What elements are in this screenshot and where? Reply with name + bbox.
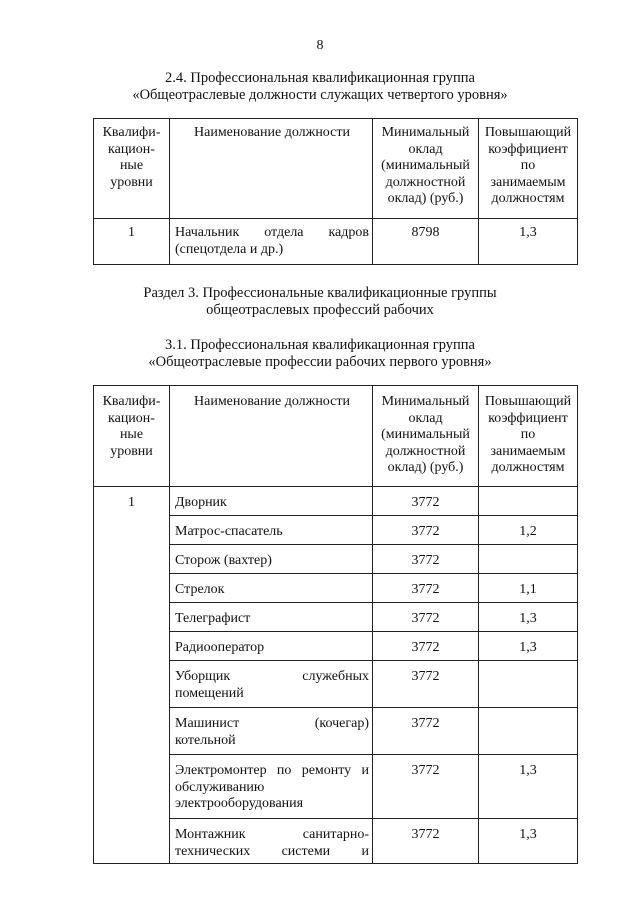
header-coef: Повышающий коэффициент по занимаемым должностям — [479, 119, 578, 219]
level-cell: 1 — [94, 219, 170, 265]
header-position: Наименование должности — [170, 386, 373, 487]
position-cell: Стрелок — [170, 574, 373, 603]
title-line: «Общеотраслевые должности служащих четвертого уровня» — [132, 87, 508, 103]
position-cell: Уборщик служебных помещений — [170, 661, 373, 708]
table-row — [94, 487, 578, 516]
header-level: Квалифи- кацион- ные уровни — [94, 119, 170, 219]
coef-cell: 1,3 — [479, 819, 578, 864]
coef-cell — [479, 545, 578, 574]
title-line: «Общеотраслевые профессии рабочих первого уровня» — [148, 354, 492, 370]
coef-cell: 1,3 — [479, 755, 578, 819]
title-line: Раздел 3. Профессиональные квалификационные группы — [143, 285, 497, 301]
section-2-4-title — [0, 70, 640, 104]
salary-cell: 8798 — [373, 219, 479, 265]
salary-cell: 3772 — [373, 603, 479, 632]
coef-cell — [479, 708, 578, 755]
header-coef: Повышающий коэффициент по занимаемым должностям — [479, 386, 578, 487]
position-cell: Радиооператор — [170, 632, 373, 661]
table-row — [94, 219, 578, 265]
header-position: Наименование должности — [170, 119, 373, 219]
section-3-1-title — [0, 337, 640, 371]
position-cell: Телеграфист — [170, 603, 373, 632]
coef-cell: 1,3 — [479, 632, 578, 661]
qualification-table-3-1 — [93, 385, 578, 864]
header-salary: Минимальный оклад (минимальный должностной оклад) (руб.) — [373, 119, 479, 219]
position-cell: Электромонтер по ремонту и обслуживанию электрооборудования — [170, 755, 373, 819]
salary-cell: 3772 — [373, 574, 479, 603]
title-line: 3.1. Профессиональная квалификационная группа — [165, 337, 475, 353]
level-cell: 1 — [94, 487, 170, 864]
table-header-row — [94, 386, 578, 487]
salary-cell: 3772 — [373, 516, 479, 545]
salary-cell: 3772 — [373, 819, 479, 864]
coef-cell — [479, 487, 578, 516]
salary-cell: 3772 — [373, 487, 479, 516]
coef-cell — [479, 661, 578, 708]
title-line: 2.4. Профессиональная квалификационная группа — [165, 70, 475, 86]
coef-cell: 1,1 — [479, 574, 578, 603]
salary-cell: 3772 — [373, 632, 479, 661]
qualification-table-2-4 — [93, 118, 578, 265]
header-salary: Минимальный оклад (минимальный должностной оклад) (руб.) — [373, 386, 479, 487]
salary-cell: 3772 — [373, 545, 479, 574]
coef-cell: 1,3 — [479, 603, 578, 632]
position-cell: Сторож (вахтер) — [170, 545, 373, 574]
position-cell: Начальник отдела кадров (спецотдела и др.) — [170, 219, 373, 265]
header-level: Квалифи- кацион- ные уровни — [94, 386, 170, 487]
salary-cell: 3772 — [373, 708, 479, 755]
position-cell: Дворник — [170, 487, 373, 516]
coef-cell: 1,3 — [479, 219, 578, 265]
position-cell: Машинист (кочегар) котельной — [170, 708, 373, 755]
salary-cell: 3772 — [373, 755, 479, 819]
position-cell: Матрос-спасатель — [170, 516, 373, 545]
section-3-title — [0, 285, 640, 319]
table-header-row — [94, 119, 578, 219]
title-line: общеотраслевых профессий рабочих — [206, 302, 434, 318]
salary-cell: 3772 — [373, 661, 479, 708]
page-number: 8 — [316, 38, 324, 53]
position-cell: Монтажник санитарно- технических системи и — [170, 819, 373, 864]
coef-cell: 1,2 — [479, 516, 578, 545]
